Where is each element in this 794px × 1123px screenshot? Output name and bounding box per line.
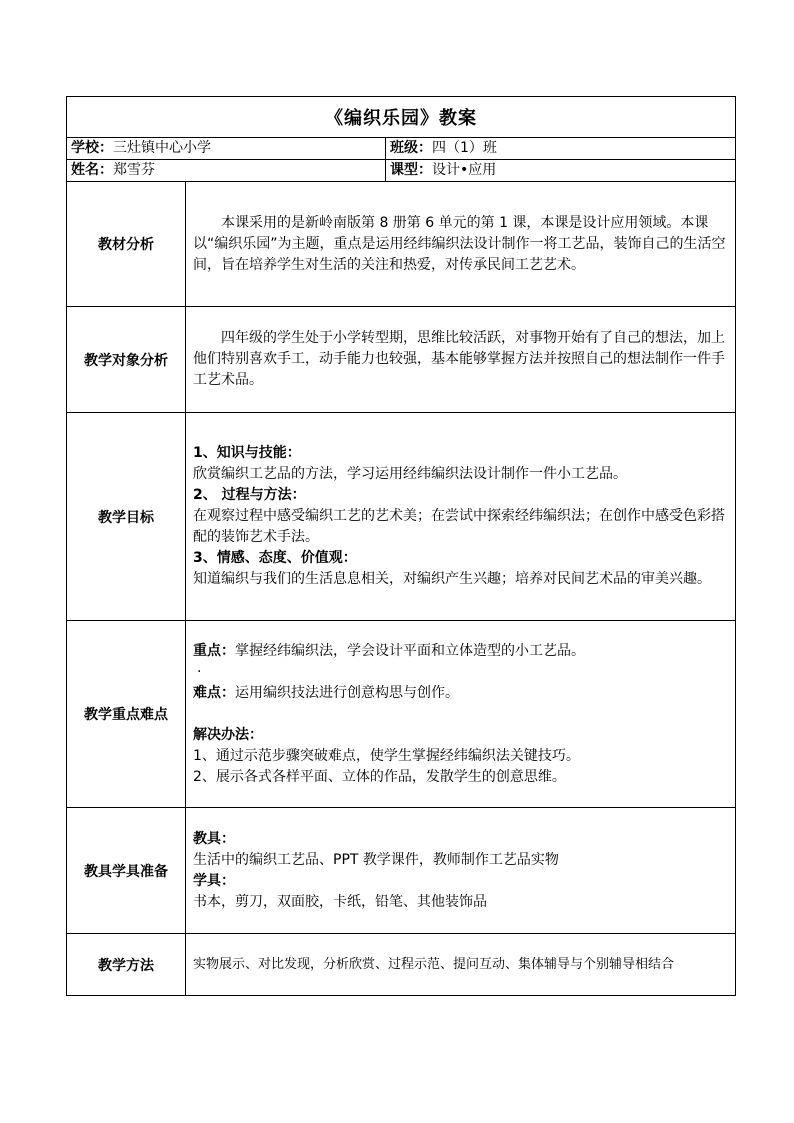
method-content (186, 934, 736, 996)
students-content (186, 307, 736, 413)
name-value: 郑雪芬 (113, 162, 155, 178)
method-row (67, 934, 736, 996)
school-label: 学校： (71, 140, 113, 156)
solution-2: 2、展示各式各样平面、立体的作品，发散学生的创意思维。 (193, 768, 566, 785)
goal-1-text: 欣赏编织工艺品的方法，学习运用经纬编织法设计制作一件小工艺品。 (193, 466, 627, 482)
students-label: 教学对象分析 (67, 307, 186, 413)
prep-row (67, 808, 736, 934)
name-label: 姓名： (71, 162, 113, 178)
material-row (67, 182, 736, 307)
type-label: 课型： (390, 162, 432, 178)
dot-mark: · (197, 663, 202, 680)
difficulty-line (193, 683, 729, 704)
lesson-plan-document (66, 96, 735, 996)
school-value: 三灶镇中心小学 (113, 140, 211, 156)
class-label: 班级： (390, 140, 432, 156)
material-content (186, 182, 736, 307)
teacher-tools-text: 生活中的编织工艺品、PPT 教学课件，教师制作工艺品实物 (193, 851, 559, 868)
difficulty-label: 难点： (193, 684, 235, 701)
key-content (186, 621, 736, 808)
goals-content (186, 413, 736, 621)
goal-1-heading: 1、知识与技能： (193, 445, 301, 461)
blank-line (193, 704, 729, 725)
goal-3-text: 知道编织与我们的生活息息相关，对编织产生兴趣；培养对民间艺术品的审美兴趣。 (193, 571, 711, 587)
students-text: 四年级的学生处于小学转型期，思维比较活跃，对事物开始有了自己的想法，加上他们特别喜欢手工，动手能力也较强，基本能够掌握方法并按照自己的想法制作一件手工艺术品。 (193, 330, 725, 388)
material-label: 教材分析 (67, 182, 186, 307)
method-label: 教学方法 (67, 934, 186, 996)
prep-label: 教具学具准备 (67, 808, 186, 934)
goal-2-text: 在观察过程中感受编织工艺的艺术美；在尝试中探索经纬编织法；在创作中感受色彩搭配的装饰艺术手法。 (193, 508, 725, 545)
class-cell (386, 138, 736, 160)
class-value: 四（1）班 (432, 140, 497, 156)
difficulty-text: 运用编织技法进行创意构思与创作。 (235, 684, 459, 701)
title-row (67, 97, 736, 138)
school-cell (67, 138, 386, 160)
document-title: 《编织乐园》教案 (67, 97, 736, 138)
student-tools-label: 学具： (193, 872, 235, 889)
students-row (67, 307, 736, 413)
focus-line (193, 641, 729, 662)
goal-3-heading: 3、情感、态度、价值观： (193, 550, 357, 566)
info-row-name (67, 160, 736, 182)
focus-text: 掌握经纬编织法，学会设计平面和立体造型的小工艺品。 (235, 642, 585, 659)
method-text: 实物展示、对比发现，分析欣赏、过程示范、提问互动、集体辅导与个别辅导相结合 (193, 957, 675, 972)
type-value: 设计•应用 (432, 162, 497, 178)
student-tools-text: 书本，剪刀，双面胶，卡纸，铅笔、其他装饰品 (193, 893, 487, 910)
goals-label: 教学目标 (67, 413, 186, 621)
goals-row (67, 413, 736, 621)
key-row (67, 621, 736, 808)
name-cell (67, 160, 386, 182)
teacher-tools-label: 教具： (193, 830, 235, 847)
type-cell (386, 160, 736, 182)
material-text: 本课采用的是新岭南版第 8 册第 6 单元的第 1 课，本课是设计应用领域。本课以“编织乐园”为主题，重点是运用经纬编织法设计制作一将工艺品，装饰自己的生活空间，旨在培养学生对生活的关注和热爱，对传承民间工艺艺术。 (193, 214, 726, 273)
solution-1: 1、通过示范步骤突破难点，使学生掌握经纬编织法关键技巧。 (193, 747, 580, 764)
key-label: 教学重点难点 (67, 621, 186, 808)
lesson-plan-table (66, 96, 736, 996)
prep-content (186, 808, 736, 934)
focus-label: 重点： (193, 642, 235, 659)
solution-label: 解决办法： (193, 726, 263, 743)
goal-2-heading: 2、 过程与方法： (193, 487, 306, 503)
info-row-school (67, 138, 736, 160)
